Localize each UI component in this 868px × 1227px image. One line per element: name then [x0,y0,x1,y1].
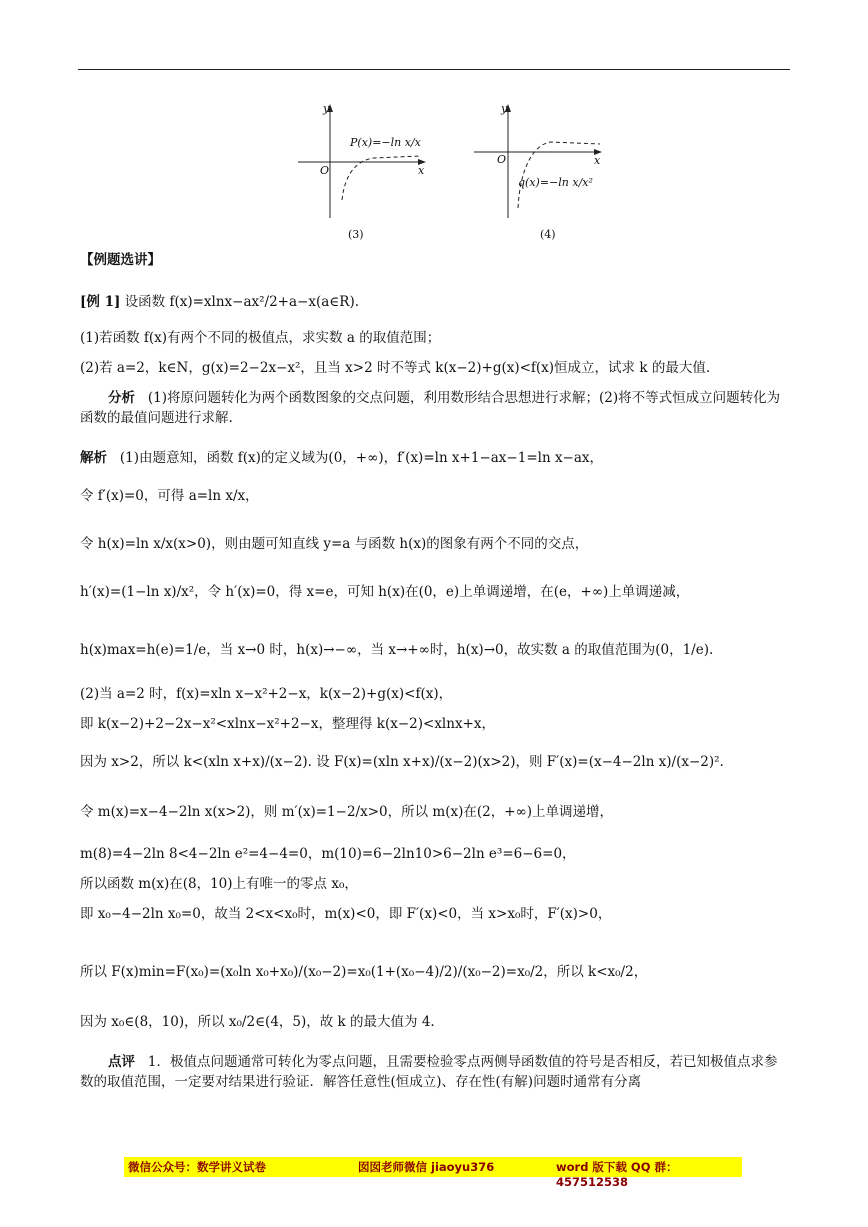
solution-line-13: 所以 F(x)min=F(x₀)=(x₀ln x₀+x₀)/(x₀−2)=x₀(1+(x₀−4)/2)/(x₀−2)=x₀/2，所以 k<x₀/2， [80,964,648,980]
graph4-caption: (4) [540,228,556,241]
solution-line-12: 即 x₀−4−2ln x₀=0，故当 2<x<x₀时，m(x)<0，即 F′(x)<0，当 x>x₀时，F′(x)>0， [80,906,612,922]
solution-line-9: 令 m(x)=x−4−2ln x(x>2)，则 m′(x)=1−2/x>0，所以 m(x)在(2，+∞)上单调递增， [80,804,614,820]
solution-line-1: 解析 (1)由题意知，函数 f(x)的定义域为(0，+∞)，f′(x)=ln x+1−ax−1=ln x−ax， [80,450,604,466]
section-heading: 【例题选讲】 [80,252,161,268]
solution-line-3: 令 h(x)=ln x/x(x>0)，则由题可知直线 y=a 与函数 h(x)的图象有两个不同的交点， [80,536,589,552]
solution-line-6: (2)当 a=2 时，f(x)=xln x−x²+2−x，k(x−2)+g(x)<f(x)， [80,686,453,702]
question-2: (2)若 a=2，k∈N，g(x)=2−2x−x²，且当 x>2 时不等式 k(x−2)+g(x)<f(x)恒成立，试求 k 的最大值. [80,360,711,376]
solution-line-5: h(x)max=h(e)=1/e，当 x→0 时，h(x)→−∞，当 x→+∞时，h(x)→0，故实数 a 的取值范围为(0，1/e). [80,642,714,658]
question-1: (1)若函数 f(x)有两个不同的极值点，求实数 a 的取值范围； [80,330,441,346]
function-graphs [290,100,610,250]
comment-paragraph [80,1052,790,1092]
graph4-function-label: q(x)=−ln x/x² [518,176,593,189]
graph-3 [290,100,430,225]
example-text: 设函数 f(x)=xlnx−ax²/2+a−x(a∈R). [124,294,359,310]
solution-line-4: h′(x)=(1−ln x)/x²，令 h′(x)=0，得 x=e，可知 h(x)在(0，e)上单调递增，在(e，+∞)上单调递减， [80,584,690,600]
graph4-x-label: x [594,154,601,167]
graph3-caption: (3) [348,228,364,241]
footer-banner [124,1157,742,1189]
comment-text: 1．极值点问题通常可转化为零点问题，且需要检验零点两侧导函数值的符号是否相反，若已知极值点求参数的取值范围，一定要对结果进行验证．解答任意性(恒成立)、存在性(有解)问题时通常有分离 [80,1054,778,1090]
analysis-paragraph [80,388,790,428]
example-label: [例 1] [80,294,121,310]
solution-line-7: 即 k(x−2)+2−2x−x²<xlnx−x²+2−x，整理得 k(x−2)<xlnx+x， [80,716,495,732]
header-rule [78,69,790,70]
footer-teacher-wechat: 囡囡老师微信 jiaoyu376 [358,1160,495,1174]
graph3-y-label: y [323,102,330,115]
solution-line-8: 因为 x>2，所以 k<(xln x+x)/(x−2). 设 F(x)=(xln x+x)/(x−2)(x>2)，则 F′(x)=(x−4−2ln x)/(x−2)². [80,754,724,770]
example-statement [80,292,359,312]
solution-line-14: 因为 x₀∈(8，10)，所以 x₀/2∈(4，5)，故 k 的最大值为 4. [80,1014,435,1030]
graph4-y-label: y [501,102,508,115]
graph3-origin: O [320,164,330,177]
footer-wechat-account: 微信公众号：数学讲义试卷 [128,1160,266,1174]
comment-label: 点评 [108,1054,135,1070]
footer-qq-group: word 版下载 QQ 群：457512538 [556,1160,678,1189]
solution-line-11: 所以函数 m(x)在(8，10)上有唯一的零点 x₀， [80,876,358,892]
analysis-label: 分析 [108,390,135,406]
analysis-text: (1)将原问题转化为两个函数图象的交点问题，利用数形结合思想进行求解；(2)将不等式恒成立问题转化为函数的最值问题进行求解. [80,390,781,426]
solution-line-2: 令 f′(x)=0，可得 a=ln x/x， [80,488,259,504]
graph-4 [470,100,610,225]
graph3-x-label: x [418,164,425,177]
graph4-origin: O [497,153,507,166]
graph3-function-label: P(x)=−ln x/x [350,136,421,149]
solution-label: 解析 [80,450,107,466]
solution-line-10: m(8)=4−2ln 8<4−2ln e²=4−4=0，m(10)=6−2ln10>6−2ln e³=6−6=0， [80,846,576,862]
